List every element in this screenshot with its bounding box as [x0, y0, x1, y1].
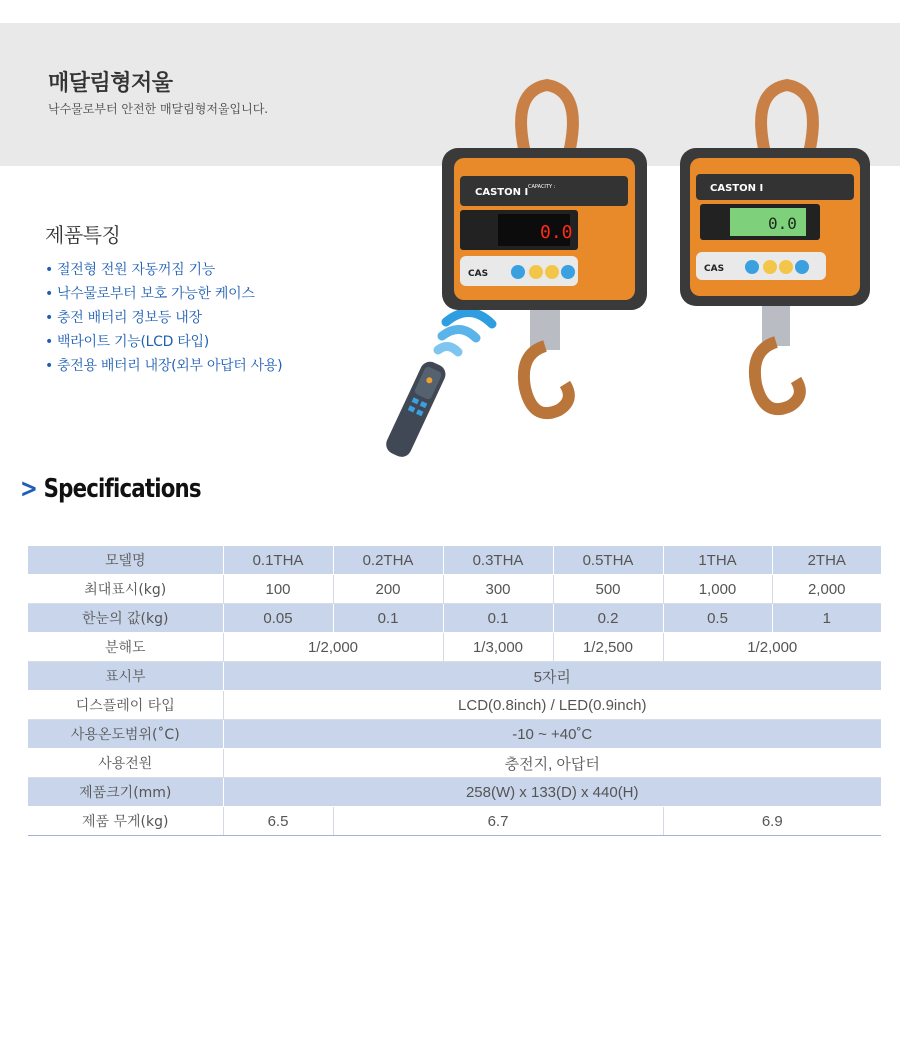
maker-logo-right: CAS	[704, 264, 725, 274]
bullet-icon: •	[45, 358, 53, 374]
table-row	[28, 778, 881, 807]
row-label: 표시부	[28, 662, 223, 691]
table-row	[28, 575, 881, 604]
table-row	[28, 604, 881, 633]
table-cell: 258(W) x 133(D) x 440(H)	[223, 778, 881, 807]
feature-item	[45, 354, 282, 378]
table-row	[28, 807, 881, 836]
capacity-label-left: CAPACITY :	[528, 184, 556, 190]
row-label: 한눈의 값(kg)	[28, 604, 223, 633]
table-row	[28, 546, 881, 575]
table-cell: 1/3,000	[443, 633, 553, 662]
table-cell: 0.05	[223, 604, 333, 633]
specifications-title: Specifications	[43, 474, 201, 504]
table-cell: 충전지, 아답터	[223, 749, 881, 778]
feature-text: 충전 배터리 경보등 내장	[57, 310, 202, 326]
lcd-readout: 0.0	[768, 214, 797, 233]
feature-text: 절전형 전원 자동꺼짐 기능	[57, 262, 215, 278]
bullet-icon: •	[45, 286, 53, 302]
feature-item	[45, 282, 282, 306]
table-cell: 1THA	[663, 546, 772, 575]
feature-item	[45, 330, 282, 354]
brand-label-left: CASTON Ⅰ	[475, 187, 529, 198]
row-label: 모델명	[28, 546, 223, 575]
table-row	[28, 633, 881, 662]
table-row	[28, 720, 881, 749]
features-heading: 제품특징	[45, 223, 121, 247]
wireless-signal-icon	[438, 312, 492, 352]
bullet-icon: •	[45, 262, 53, 278]
led-readout: 0.0	[540, 222, 573, 243]
feature-item	[45, 258, 282, 282]
row-label: 분해도	[28, 633, 223, 662]
table-cell: 0.3THA	[443, 546, 553, 575]
table-cell: 6.9	[663, 807, 881, 836]
feature-text: 백라이트 기능(LCD 타입)	[57, 334, 209, 350]
table-cell: 0.1	[333, 604, 443, 633]
table-row	[28, 749, 881, 778]
row-label: 디스플레이 타입	[28, 691, 223, 720]
features-list	[45, 258, 282, 378]
feature-text: 충전용 배터리 내장(외부 아답터 사용)	[57, 358, 283, 374]
row-label: 제품크기(mm)	[28, 778, 223, 807]
table-cell: 500	[553, 575, 663, 604]
row-label: 사용온도범위(˚C)	[28, 720, 223, 749]
table-cell: 1/2,500	[553, 633, 663, 662]
table-cell: 0.1	[443, 604, 553, 633]
table-cell: 2,000	[772, 575, 881, 604]
maker-logo-left: CAS	[468, 269, 489, 279]
page-title: 매달림형저울	[48, 71, 173, 96]
row-label: 최대표시(kg)	[28, 575, 223, 604]
table-cell: 6.5	[223, 807, 333, 836]
crane-scale-product-image	[380, 78, 890, 463]
table-cell: -10 ~ +40˚C	[223, 720, 881, 749]
led-crane-scale	[442, 85, 647, 413]
table-row	[28, 691, 881, 720]
table-cell: 100	[223, 575, 333, 604]
table-cell: 0.2THA	[333, 546, 443, 575]
table-cell: LCD(0.8inch) / LED(0.9inch)	[223, 691, 881, 720]
row-label: 사용전원	[28, 749, 223, 778]
specifications-table	[28, 546, 881, 836]
bullet-icon: •	[45, 334, 53, 350]
brand-label-right: CASTON Ⅰ	[710, 183, 764, 194]
table-cell: 0.2	[553, 604, 663, 633]
table-cell: 1/2,000	[223, 633, 443, 662]
table-cell: 6.7	[333, 807, 663, 836]
row-label: 제품 무게(kg)	[28, 807, 223, 836]
table-row	[28, 662, 881, 691]
chevron-right-icon: >	[20, 474, 38, 504]
table-cell: 2THA	[772, 546, 881, 575]
table-cell: 1,000	[663, 575, 772, 604]
page-subtitle: 낙수물로부터 안전한 매달림형저울입니다.	[48, 102, 269, 116]
table-cell: 200	[333, 575, 443, 604]
table-cell: 1	[772, 604, 881, 633]
table-cell: 0.5	[663, 604, 772, 633]
specifications-heading	[20, 474, 201, 504]
table-cell: 300	[443, 575, 553, 604]
table-cell: 0.5THA	[553, 546, 663, 575]
table-cell: 5자리	[223, 662, 881, 691]
feature-item	[45, 306, 282, 330]
bullet-icon: •	[45, 310, 53, 326]
feature-text: 낙수물로부터 보호 가능한 케이스	[57, 286, 255, 302]
table-cell: 1/2,000	[663, 633, 881, 662]
remote-control-icon	[383, 358, 449, 460]
lcd-crane-scale	[680, 85, 870, 409]
table-cell: 0.1THA	[223, 546, 333, 575]
